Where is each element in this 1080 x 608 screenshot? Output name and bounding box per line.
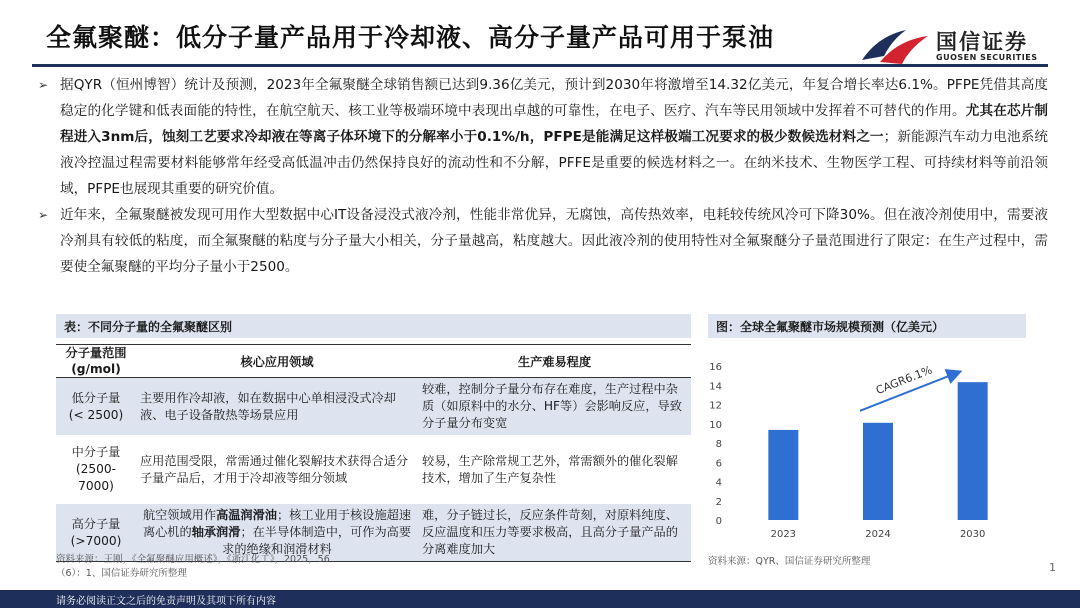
arrow-bullet-icon: ➢ (38, 208, 49, 222)
chart-source: 资料来源：QYR、国信证券研究所整理 (708, 556, 871, 567)
page-title: 全氟聚醚：低分子量产品用于冷却液、高分子量产品可用于泵油 (46, 23, 775, 52)
y-tick-label: 14 (709, 381, 722, 393)
disclaimer-text: 请务必阅读正文之后的免责声明及其项下所有内容 (56, 596, 276, 607)
molecular-weight-table (56, 344, 691, 562)
bullet-item (38, 72, 1048, 202)
table-source: 资料来源：王刚，《全氟聚醚应用概述》，《浙江化工》，2025，56 （6）：1、国信证券研究所整理 (56, 554, 330, 579)
footer-bar (0, 590, 1080, 608)
title-divider (32, 64, 1048, 67)
y-tick-label: 2 (715, 496, 722, 508)
app-text: 航空领域用作 (142, 508, 217, 522)
app-bold-text: 轴承润滑 (191, 525, 241, 539)
table-row (56, 378, 691, 436)
table-cell-range: 高分子量 (>7000) (56, 504, 136, 562)
x-tick-label: 2023 (770, 529, 797, 540)
guosen-logo-mark-icon (858, 22, 932, 68)
cagr-annotation: CAGR6.1% (874, 363, 934, 398)
bullet-list (38, 72, 1048, 280)
table-cell-app: 主要用作冷却液，如在数据中心单相浸没式冷却液、电子设备散热等场景应用 (136, 378, 418, 436)
guosen-logo (858, 22, 1048, 68)
table-header: 生产难易程度 (418, 345, 691, 378)
app-text: ；在半导体制造中，可作为高要求的绝缘和润滑材料 (222, 525, 412, 556)
y-tick-label: 8 (715, 439, 722, 450)
y-tick-label: 6 (715, 458, 722, 470)
bar (768, 430, 798, 520)
y-tick-label: 12 (709, 400, 722, 412)
table-header: 分子量范围 (g/mol) (56, 345, 136, 378)
bullet-bold-text: 尤其在芯片制程进入3nm后，蚀刻工艺要求冷却液在等离子体环境下的分解率小于0.1%/h，PFPE是能满足这样极端工况要求的极少数候选材料之一 (60, 103, 1048, 145)
chart-caption: 图：全球全氟聚醚市场规模预测（亿美元） (708, 314, 1026, 338)
y-tick-label: 0 (715, 516, 722, 527)
arrow-bullet-icon: ➢ (38, 78, 49, 92)
x-tick-label: 2024 (865, 529, 891, 540)
bullet-text: ；新能源汽车动力电池系统液冷控温过程需要材料能够常年经受高低温冲击仍然保持良好的流动性和不分解，PFFE是重要的候选材料之一。在纳米技术、生物医学工程、可持续材料等前沿领域，PFPE也展现其重要的研究价值。 (60, 129, 1049, 197)
bar (958, 382, 988, 520)
table-cell-difficulty: 较易，生产除常规工艺外，常需额外的催化裂解技术，增加了生产复杂性 (422, 453, 678, 485)
bullet-text: 据QYR（恒州博智）统计及预测，2023年全氟聚醚全球销售额已达到9.36亿美元，预计到2030年将激增至14.32亿美元，年复合增长率达6.1%。PFPE凭借其高度稳定的化学键和低表面能的特性，在航空航天、核工业等极端环境中表现出卓越的可靠性，在电子、医疗、汽车等民用领域中发挥着不可替代的作用。 (60, 77, 1048, 119)
y-tick-label: 4 (715, 477, 722, 489)
logo-name-cn: 国信证券 (936, 30, 1028, 54)
app-text: ；核工业用于核设施超速离心机的 (142, 508, 412, 539)
bullet-item (38, 202, 1048, 280)
table-caption: 表：不同分子量的全氟聚醚区别 (56, 314, 691, 338)
page-number: 1 (1049, 561, 1056, 574)
logo-name-en: GUOSEN SECURITIES (936, 53, 1038, 62)
table-cell-range: 低分子量 (< 2500) (56, 378, 136, 436)
table-cell-range: 中分子量 (2500-7000) (71, 445, 121, 493)
x-tick-label: 2030 (959, 529, 986, 540)
table-cell-difficulty: 较难，控制分子量分布存在难度，生产过程中杂质（如原料中的水分、HF等）会影响反应，导致分子量分布变宽 (418, 378, 691, 436)
table-header: 核心应用领域 (136, 345, 418, 378)
y-tick-label: 16 (709, 362, 722, 373)
y-tick-label: 10 (709, 419, 722, 431)
app-bold-text: 高温润滑油 (216, 508, 277, 522)
bar (863, 423, 893, 520)
market-size-chart (700, 340, 1030, 545)
table-cell-app: 应用范围受限，常需通过催化裂解技术获得合适分子量产品后，才用于冷却液等细分领域 (140, 453, 409, 485)
table-row (56, 441, 691, 498)
table-cell-difficulty: 难，分子链过长，反应条件苛刻，对原料纯度、反应温度和压力等要求极高，且高分子量产品的分离难度加大 (418, 504, 691, 562)
bullet-text: 近年来，全氟聚醚被发现可用作大型数据中心IT设备浸没式液冷剂，性能非常优异，无腐蚀，高传热效率，电耗较传统风冷可下降30%。但在液冷剂使用中，需要液冷剂具有较低的粘度，而全氟聚醚的粘度与分子量大小相关，分子量越高，粘度越大。因此液冷剂的使用特性对全氟聚醚分子量范围进行了限定：在生产过程中，需要使全氟聚醚的平均分子量小于2500。 (60, 207, 1048, 275)
